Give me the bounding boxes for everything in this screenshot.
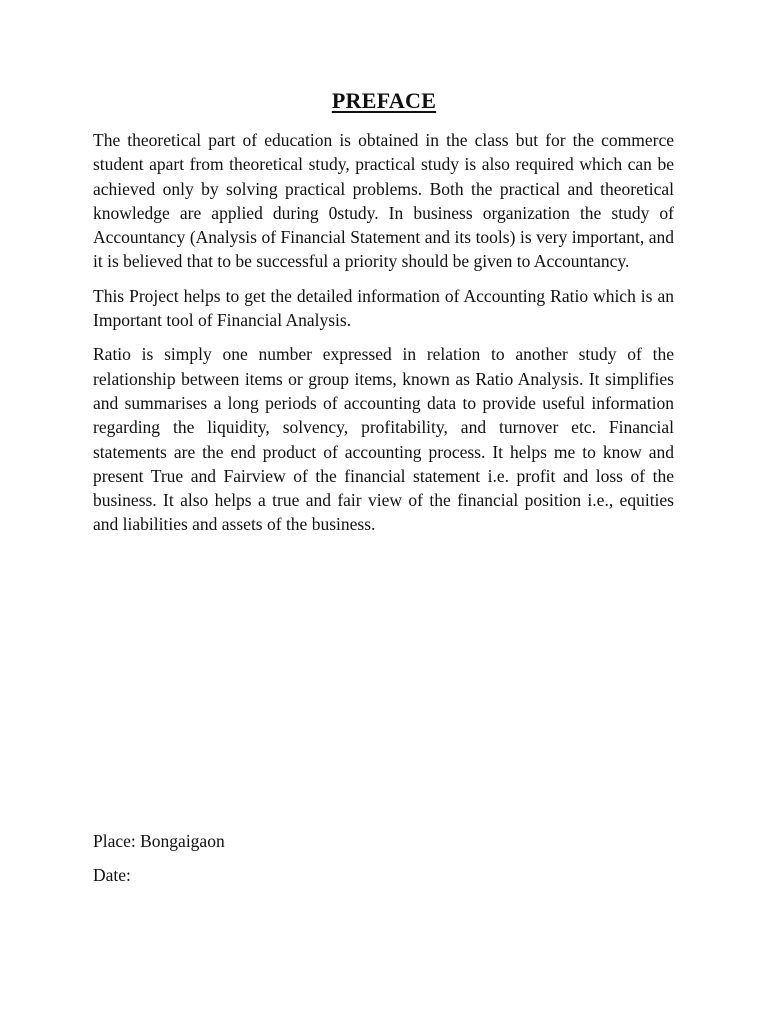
page-title: PREFACE (331, 88, 437, 113)
paragraph-ratio: Ratio is simply one number expressed in relation to another study of the relationship between items or group items, known as Ratio Analysis. It simplifies and summarises a long periods of accounting data to provide useful information regarding the liquidity, solvency, profitability, and turnover etc. Financial statements are the end product of accounting process. It helps me to know and present True and Fairview of the financial statement i.e. profit and loss of the business. It also helps a true and fair view of the financial position i.e., equities and liabilities and assets of the business. (93, 344, 674, 535)
paragraph-intro: The theoretical part of education is obtained in the class but for the commerce student apart from theoretical study, practical study is also required which can be achieved only by solving practical problems. Both the practical and theoretical knowledge are applied during 0study. In business organization the study of Accountancy (Analysis of Financial Statement and its tools) is very important, and it is believed that to be successful a priority should be given to Accountancy. (93, 130, 674, 272)
signature-block (93, 829, 493, 897)
preface-body (93, 128, 674, 547)
place-line: Place: Bongaigaon (93, 831, 225, 851)
date-line: Date: (93, 865, 131, 885)
paragraph-project: This Project helps to get the detailed information of Accounting Ratio which is an Important tool of Financial Analysis. (93, 285, 674, 331)
